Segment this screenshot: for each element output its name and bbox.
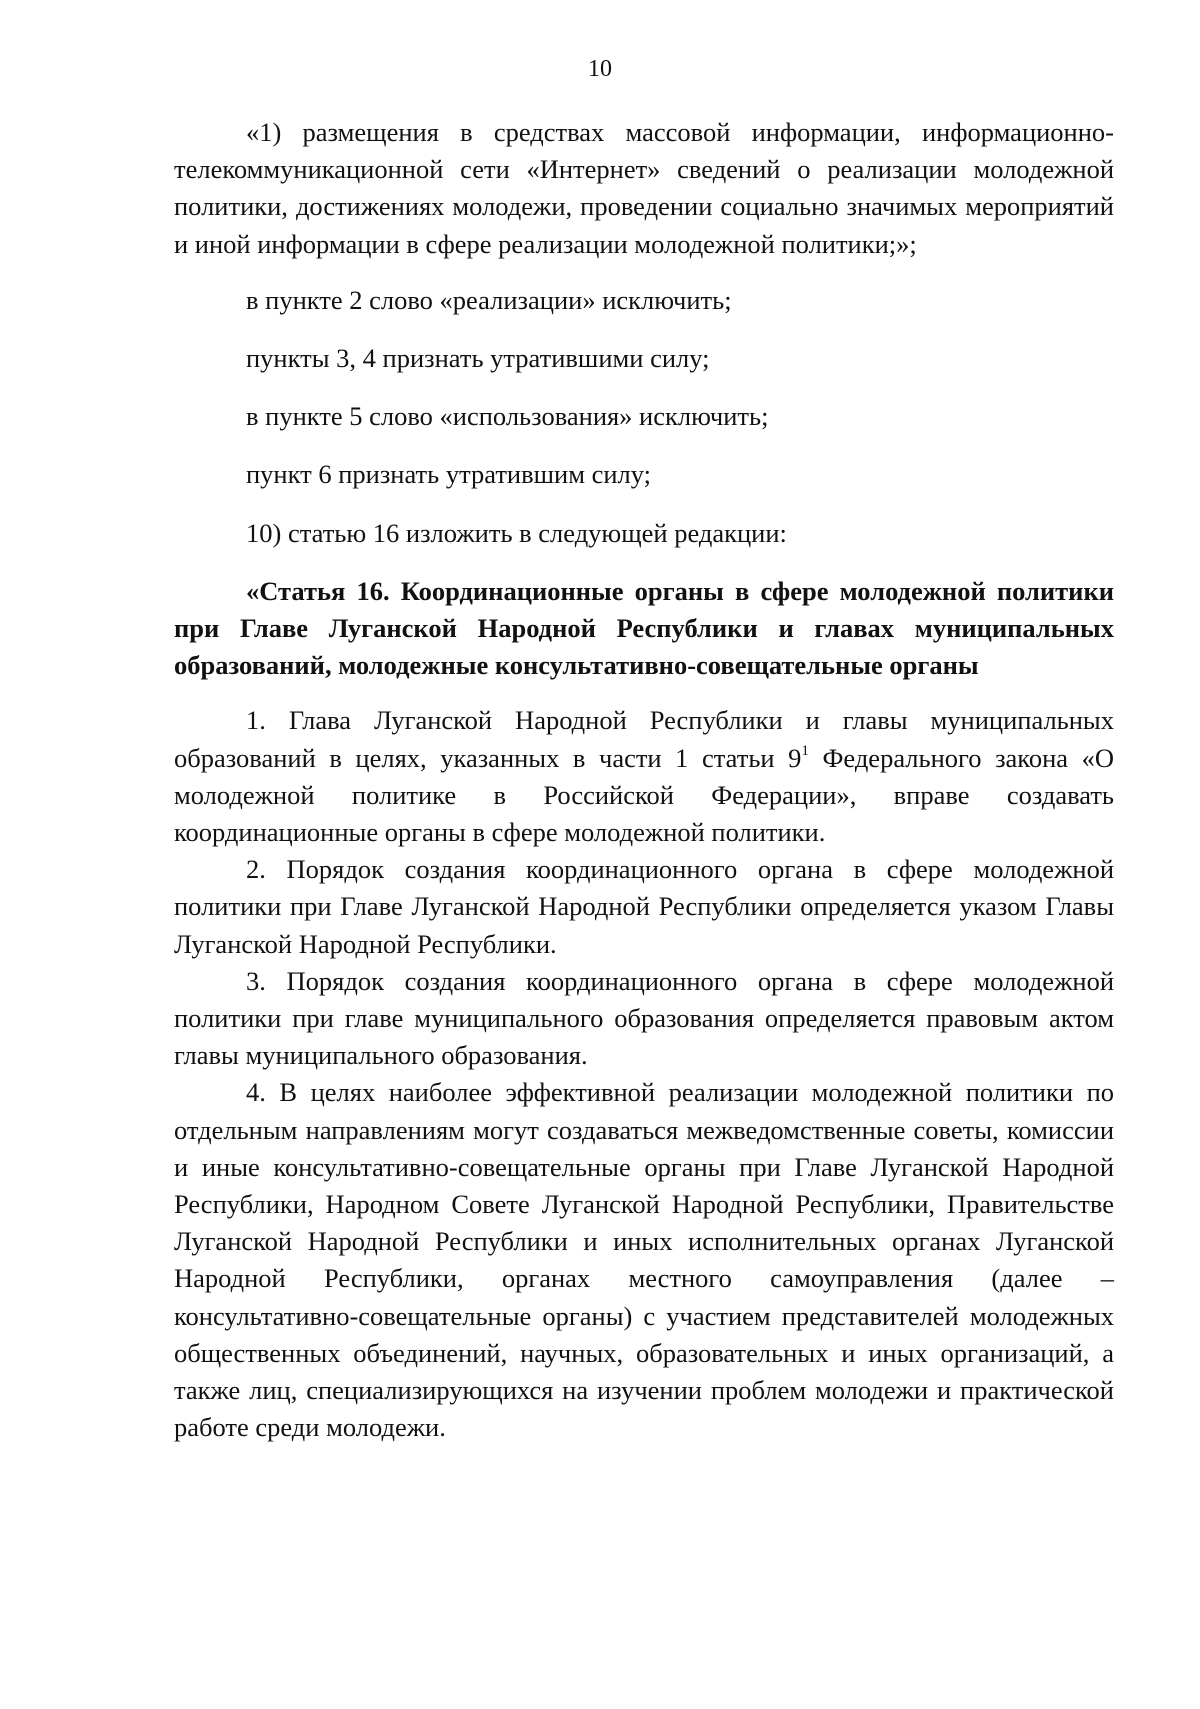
document-body [174,114,1114,1447]
paragraph-amendment-5: пункт 6 признать утратившим силу; [246,459,652,490]
article-item-4: 4. В целях наиболее эффективной реализации молодежной политики по отдельным направлениям могут создаваться межведомственные советы, комиссии и иные консультативно-совещательные органы при Главе Луганской Народной Республики, Народном Совете Луганской Народной Республики, Правительстве Луганской Народной Республики и иных исполнительных органах Луганской Народной Республики, органах местного самоуправления (далее – консультативно-совещательные органы) с участием представителей молодежных общественных объединений, научных, образовательных и иных организаций, а также лиц, специализирующихся на изучении проблем молодежи и практической работе среди молодежи. [174,1077,1114,1443]
page-number: 10 [588,56,612,82]
paragraph-amendment-3: пункты 3, 4 признать утратившими силу; [246,343,710,374]
paragraph-amendment-6: 10) статью 16 изложить в следующей редакции: [246,517,787,548]
article-item-1-end: Федерального закона «О молодежной политике в Российской Федерации», вправе создавать координационные органы в сфере молодежной политики. [174,742,1114,848]
paragraph-amendment-4: в пункте 5 слово «использования» исключить; [246,401,769,432]
superscript: 1 [801,742,809,759]
article-item-1-start: 1. Глава Луганской Народной Республики и главы муниципальных образований в целях, указанных в части 1 статьи 9 [174,705,1114,773]
article-item-1 [174,702,1114,851]
article-heading: «Статья 16. Координационные органы в сфере молодежной политики при Главе Луганской Народной Республики и главах муниципальных образований, молодежные консультативно-совещательные органы [174,575,1114,681]
paragraph-amendment-2: в пункте 2 слово «реализации» исключить; [246,284,732,315]
article-item-2: 2. Порядок создания координационного органа в сфере молодежной политики при Главе Луганской Народной Республики определяется указом Главы Луганской Народной Республики. [174,854,1114,959]
paragraph-amendment-1: «1) размещения в средствах массовой информации, информационно-телекоммуникационной сети «Интернет» сведений о реализации молодежной политики, достижениях молодежи, проведении социально значимых мероприятий и иной информации в сфере реализации молодежной политики;»; [174,117,1114,259]
article-item-3: 3. Порядок создания координационного органа в сфере молодежной политики при главе муниципального образования определяется правовым актом главы муниципального образования. [174,965,1114,1071]
